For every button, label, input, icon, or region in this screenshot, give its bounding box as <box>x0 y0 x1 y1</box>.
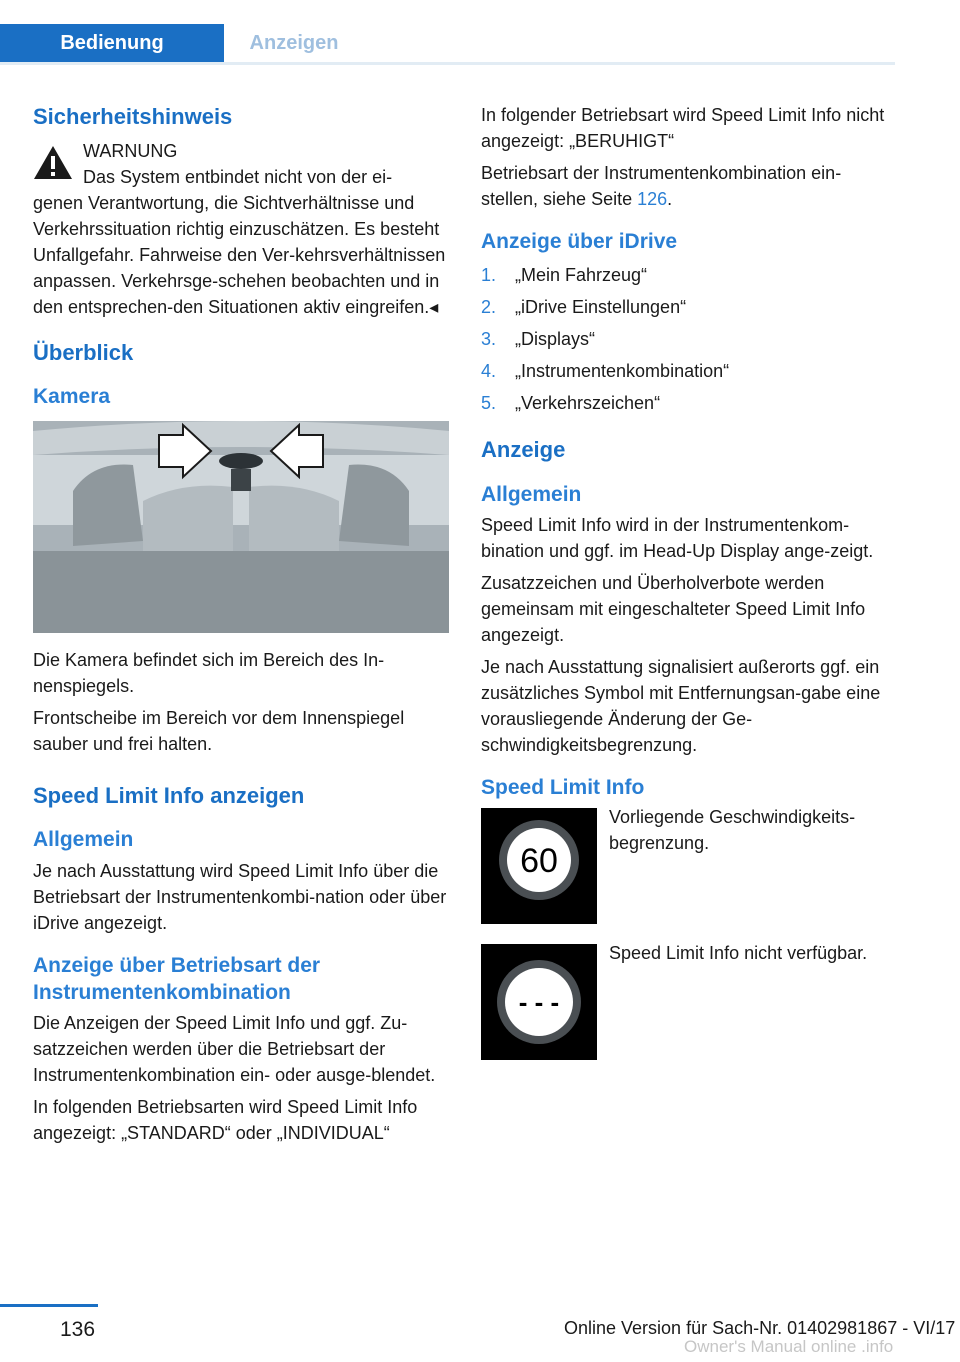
left-column <box>33 102 449 1152</box>
warning-label: WARNUNG <box>83 140 178 161</box>
sign-row-unavailable <box>481 944 897 1060</box>
tab-bedienung[interactable]: Bedienung <box>0 24 224 62</box>
speed-sign-60-icon <box>481 808 597 924</box>
list-item <box>481 387 897 419</box>
mode-text-2: In folgenden Betriebsarten wird Speed Limit Info angezeigt: „STANDARD“ oder „INDIVIDUAL“ <box>33 1097 418 1144</box>
step-text: „Mein Fahrzeug“ <box>515 265 648 286</box>
safety-title: Sicherheitshinweis <box>33 104 233 129</box>
right-text-1: In folgender Betriebsart wird Speed Limit Info nicht angezeigt: „BERUHIGT“ <box>481 105 885 151</box>
mode-text-1: Die Anzeigen der Speed Limit Info und ggf. Zu-satzzeichen werden über die Betriebsart der Instrumentenkombination ein- oder ausge-blendet. <box>33 1013 436 1086</box>
camera-text-2: Frontscheibe im Bereich vor dem Innenspiegel sauber und frei halten. <box>33 707 405 754</box>
speed-limit-info-title: Speed Limit Info <box>481 776 645 800</box>
step-text: „Verkehrszeichen“ <box>515 393 661 414</box>
warning-block <box>33 138 449 320</box>
general-text-right-3: Je nach Ausstattung signalisiert außerorts ggf. ein zusätzliches Symbol mit Entfernungsan-gabe eine vorausliegende Änderung der Ge-schwindigkeitsbegrenzung. <box>481 657 881 756</box>
display-title: Anzeige <box>481 437 566 463</box>
speed-limit-title: Speed Limit Info anzeigen <box>33 782 305 808</box>
tab-anzeigen[interactable]: Anzeigen <box>249 31 339 54</box>
warning-text-rest: genen Verantwortung, die Sichtverhältnisse und Verkehrssituation richtig einzuschätzen. Es besteht Unfallgefahr. Fahrweise den Ver-kehrsverhältnissen anpassen. Verkehrsge-schehen beobachten und in den entsprechen-den Situationen aktiv eingreifen.◂ <box>33 192 446 317</box>
sign-limit-text: Vorliegende Geschwindigkeits-begrenzung. <box>609 806 856 853</box>
step-number: 4. <box>481 361 497 382</box>
online-version-text: Online Version für Sach-Nr. 01402981867 - VI/17 <box>564 1318 956 1338</box>
list-item <box>481 323 897 355</box>
speed-sign-60-value: 60 <box>520 841 558 880</box>
list-item <box>481 355 897 387</box>
sign-unavailable-text: Speed Limit Info nicht verfügbar. <box>609 942 868 963</box>
watermark: Owner's Manual online .info <box>684 1337 894 1356</box>
right-text-2-before: Betriebsart der Instrumentenkombination ein-stellen, siehe Seite <box>481 163 842 209</box>
page-number: 136 <box>60 1318 96 1341</box>
step-text: „Instrumentenkombination“ <box>515 361 730 382</box>
warning-text-first: Das System entbindet nicht von der ei- <box>83 166 393 187</box>
right-column <box>481 102 897 1080</box>
step-number: 2. <box>481 297 497 318</box>
camera-text-1: Die Kamera befindet sich im Bereich des In-nenspiegels. <box>33 649 385 696</box>
speed-sign-unavailable-icon <box>481 944 597 1060</box>
camera-title: Kamera <box>33 385 111 409</box>
list-item <box>481 291 897 323</box>
step-text: „iDrive Einstellungen“ <box>515 297 687 318</box>
step-number: 3. <box>481 329 497 350</box>
general-text-right-1: Speed Limit Info wird in der Instrumentenkom-bination und ggf. im Head-Up Display ange-zeigt. <box>481 515 874 562</box>
footer-accent-line <box>0 1304 98 1307</box>
camera-interior-image <box>33 421 449 633</box>
general-text-left: Je nach Ausstattung wird Speed Limit Info über die Betriebsart der Instrumentenkombi-nation oder über iDrive angezeigt. <box>33 860 447 933</box>
step-text: „Displays“ <box>515 329 596 350</box>
warning-triangle-icon <box>33 144 73 180</box>
mode-title: Anzeige über Betriebsart der Instrumentenkombination <box>33 953 321 1004</box>
sign-row-limit <box>481 808 897 924</box>
step-number: 5. <box>481 393 497 414</box>
speed-sign-unavailable-value: - - - <box>518 986 560 1017</box>
general-title-left: Allgemein <box>33 828 134 852</box>
step-number: 1. <box>481 265 497 286</box>
right-text-2 <box>481 160 897 212</box>
chapter-tabs <box>0 24 895 65</box>
idrive-title: Anzeige über iDrive <box>481 230 678 253</box>
right-text-2-after: . <box>667 189 673 209</box>
general-title-right: Allgemein <box>481 482 582 506</box>
list-item <box>481 259 897 291</box>
idrive-steps <box>481 259 897 419</box>
car-interior-illustration <box>33 421 449 633</box>
page-link[interactable]: 126 <box>637 189 668 209</box>
general-text-right-2: Zusatzzeichen und Überholverbote werden gemeinsam mit eingeschalteter Speed Limit Info angezeigt. <box>481 573 866 646</box>
overview-title: Überblick <box>33 339 134 365</box>
